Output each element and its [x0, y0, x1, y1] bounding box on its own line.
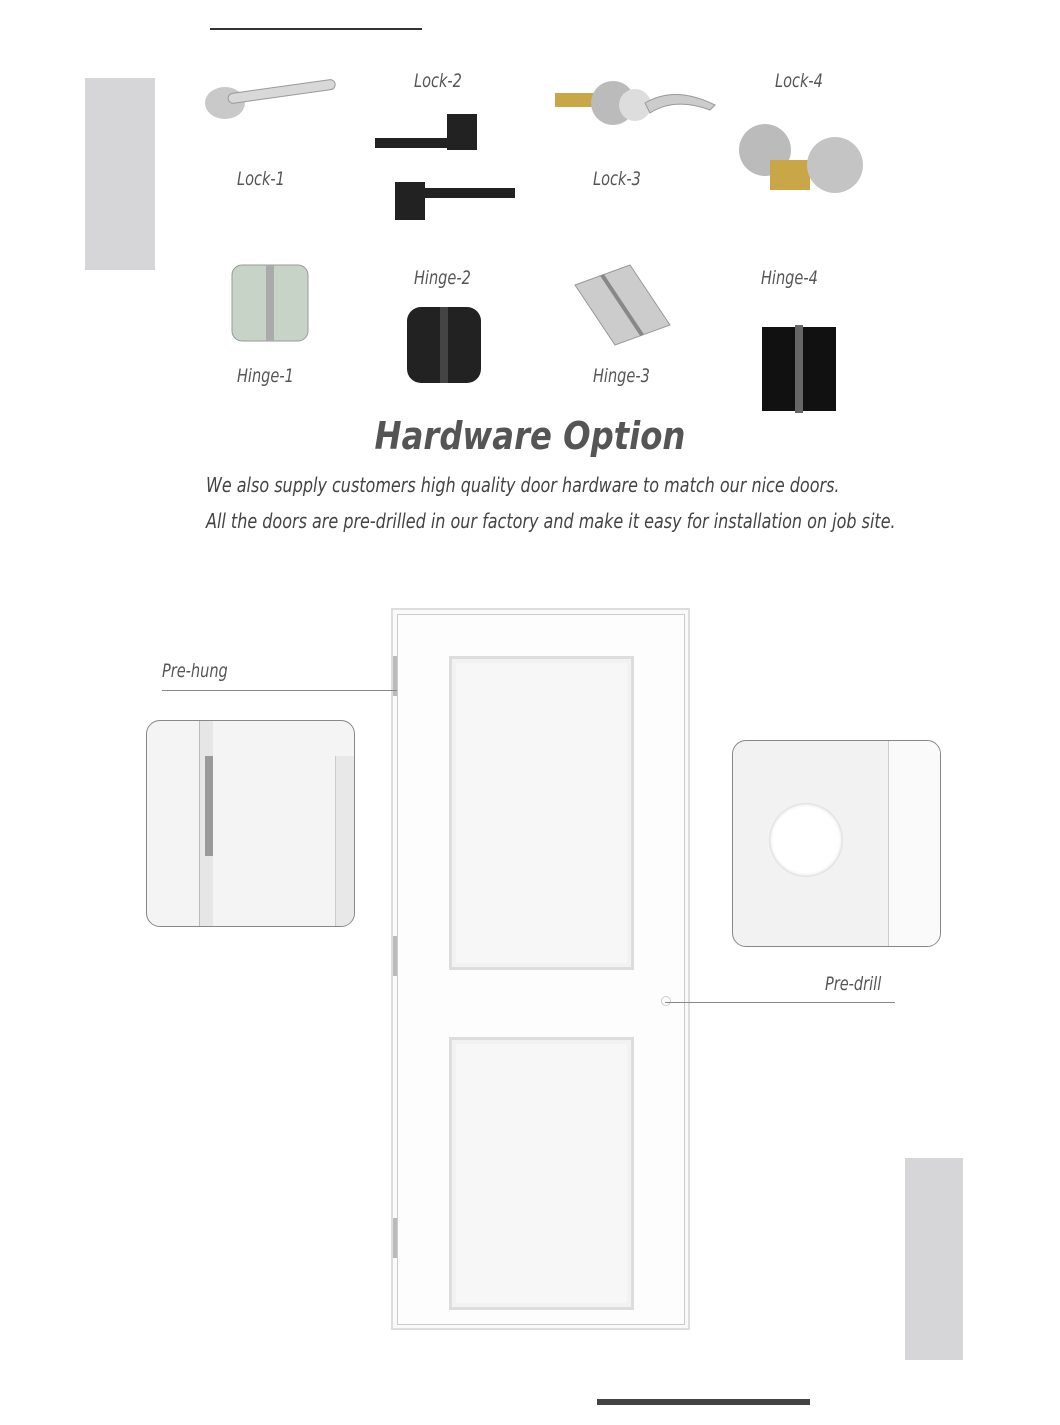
prehung-detail-inset — [146, 720, 355, 927]
hinge-2-label: Hinge-2 — [414, 267, 471, 289]
door-hinge-bottom — [393, 1218, 397, 1258]
lock-2-label: Lock-2 — [414, 70, 462, 92]
door-hinge-middle — [393, 936, 397, 976]
hinge-detail-icon — [205, 756, 213, 856]
predrill-label: Pre-drill — [825, 973, 882, 995]
lock-1-label: Lock-1 — [237, 168, 285, 190]
prehung-label: Pre-hung — [162, 660, 228, 682]
hinge-2-image — [405, 305, 483, 385]
door-top-panel — [449, 656, 634, 970]
lock-1-lever-image — [200, 78, 340, 128]
hinge-3-label: Hinge-3 — [593, 365, 650, 387]
lock-3-lever-image — [555, 65, 720, 140]
predrill-leader-line — [665, 1002, 895, 1003]
door-bottom-panel — [449, 1037, 634, 1310]
left-gray-block — [85, 78, 155, 270]
description-line-1: We also supply customers high quality door hardware to match our nice doors. — [206, 473, 840, 497]
right-gray-block — [905, 1158, 963, 1360]
hinge-4-label: Hinge-4 — [761, 267, 818, 289]
prehung-leader-line — [162, 690, 397, 691]
lock-4-knob-image — [735, 115, 870, 210]
hinge-4-image — [760, 325, 838, 413]
hinge-1-image — [230, 263, 310, 343]
lock-2-lever-image — [375, 110, 515, 225]
hinge-3-image — [570, 260, 675, 350]
hardware-option-title: Hardware Option — [374, 414, 686, 458]
description-line-2: All the doors are pre-drilled in our factory and make it easy for installation on job site. — [206, 509, 896, 533]
bottom-accent-bar — [597, 1399, 810, 1405]
door-bore-hole — [661, 996, 671, 1006]
predrill-detail-inset — [732, 740, 941, 947]
lock-4-label: Lock-4 — [775, 70, 823, 92]
bore-hole-icon — [769, 803, 843, 877]
hinge-1-label: Hinge-1 — [237, 365, 294, 387]
top-accent-bar — [210, 28, 422, 30]
lock-3-label: Lock-3 — [593, 168, 641, 190]
